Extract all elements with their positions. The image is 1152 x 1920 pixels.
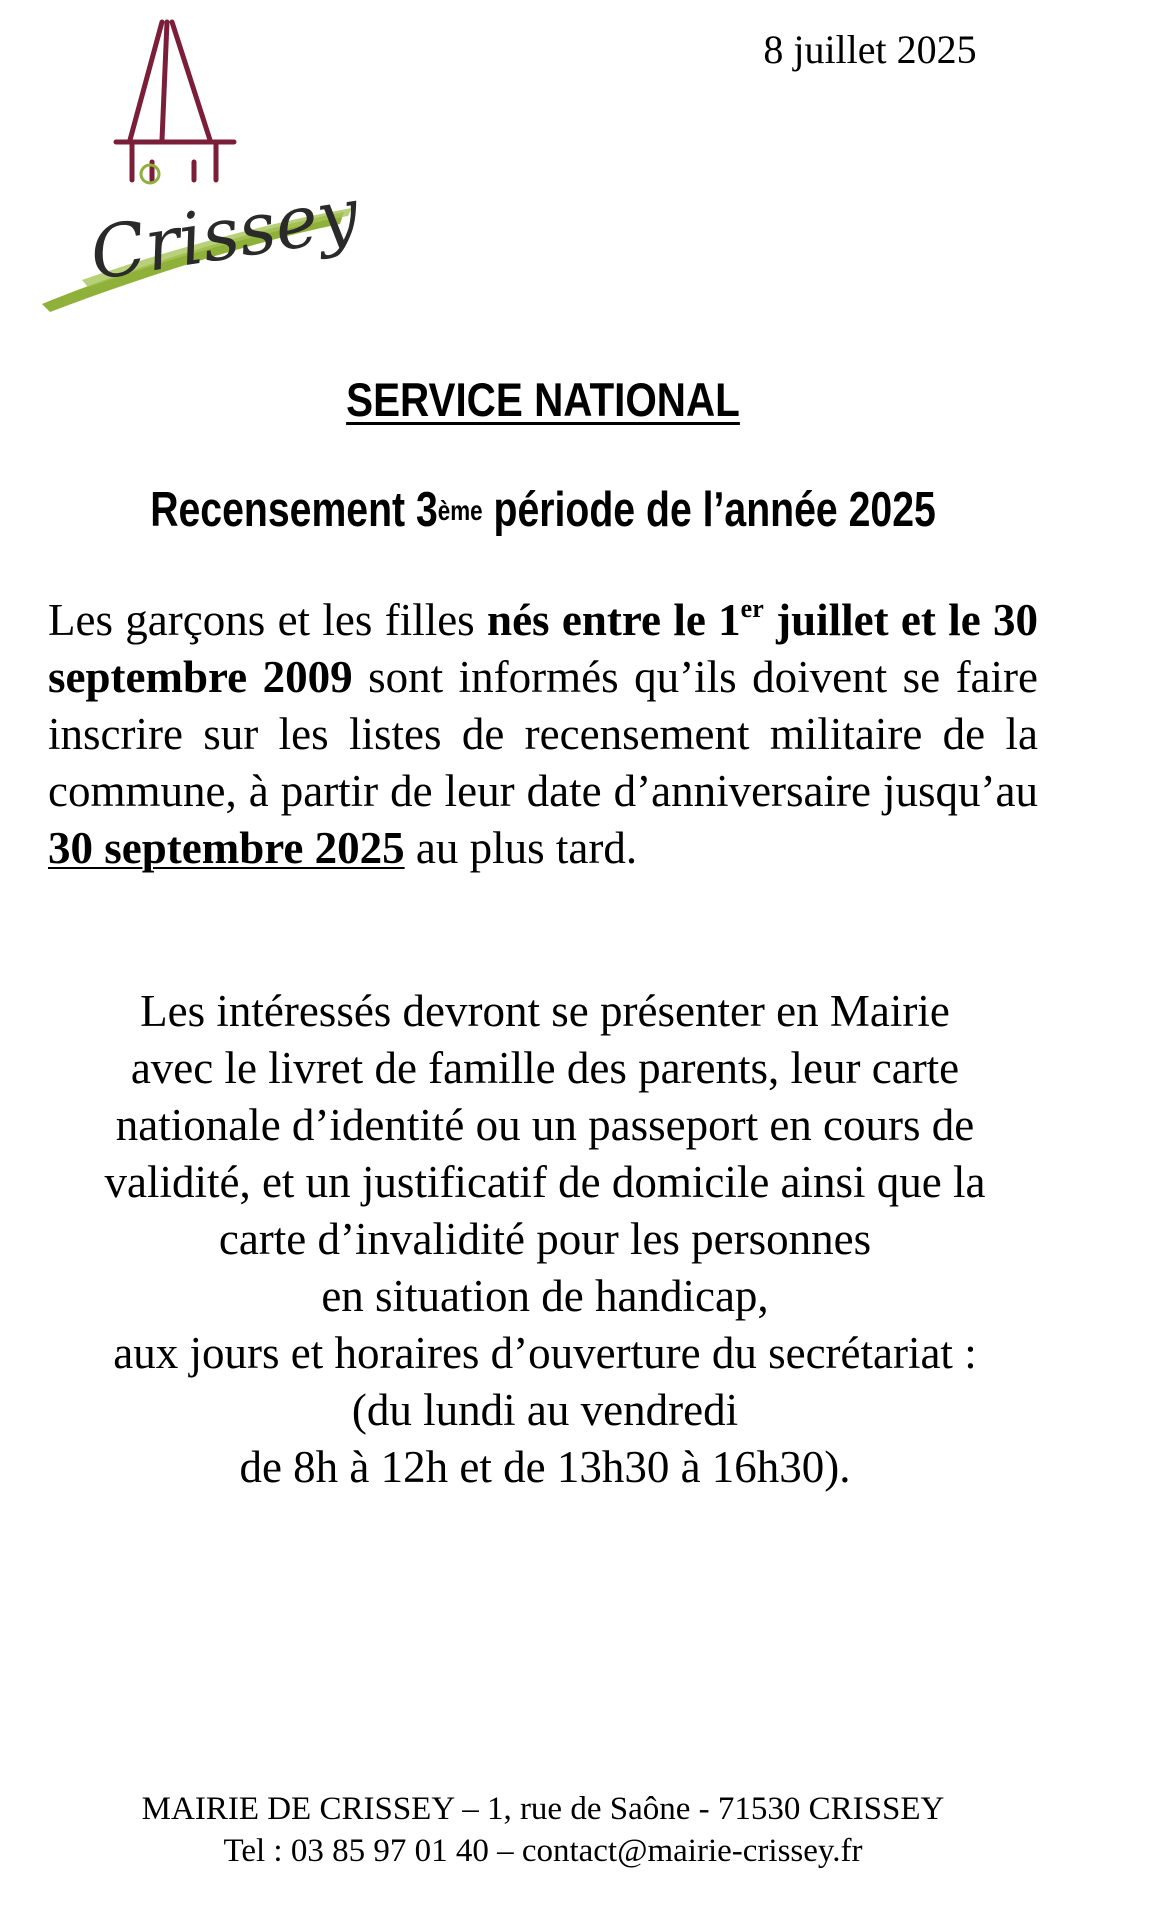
paragraph-instructions (30, 983, 1060, 1496)
subtitle (109, 482, 978, 538)
instruction-line: nationale d’identité ou un passeport en cours de (115, 1100, 975, 1150)
instruction-line: (du lundi au vendredi (351, 1385, 739, 1435)
instruction-line: Les intéressés devront se présenter en Mairie (140, 986, 950, 1036)
instruction-line: validité, et un justificatif de domicile ainsi que la (104, 1157, 986, 1207)
subtitle-before: Recensement 3 (150, 483, 438, 537)
p1-bold-1: nés entre le 1 (487, 595, 741, 645)
subtitle-sup: ème (437, 495, 483, 526)
instruction-line: avec le livret de famille des parents, leur carte (130, 1043, 960, 1093)
paragraph-eligibility (48, 592, 1038, 877)
footer-address: MAIRIE DE CRISSEY – 1, rue de Saône - 71530 CRISSEY (141, 1791, 945, 1827)
subtitle-after: période de l’année 2025 (482, 483, 936, 537)
instruction-line: de 8h à 12h et de 13h30 à 16h30). (239, 1442, 851, 1492)
p1-text-2: sont informés qu’ils doivent se faire inscrire sur les listes de recensement militaire de la commune, à partir de leur date d’anniversaire jusqu’au (48, 652, 1038, 816)
footer-contact (0, 1788, 1086, 1872)
instruction-line: en situation de handicap, (321, 1271, 769, 1321)
p1-bold-2: juillet et le 30 septembre 2009 (48, 595, 1039, 702)
document-date: 8 juillet 2025 (763, 27, 977, 72)
p1-text-3: au plus tard. (404, 823, 638, 873)
crissey-logo (22, 12, 372, 322)
church-logo-icon (22, 12, 372, 322)
p1-bold-sup: er (740, 594, 764, 623)
page-title: SERVICE NATIONAL (346, 373, 740, 426)
svg-text:Crissey: Crissey (84, 171, 364, 297)
p1-text-1: Les garçons et les filles (48, 595, 488, 645)
deadline-date: 30 septembre 2025 (48, 823, 405, 873)
footer-phone-email: Tel : 03 85 97 01 40 – contact@mairie-crissey.fr (223, 1833, 863, 1869)
instruction-line: carte d’invalidité pour les personnes (218, 1214, 872, 1264)
instruction-line: aux jours et horaires d’ouverture du secrétariat : (113, 1328, 977, 1378)
